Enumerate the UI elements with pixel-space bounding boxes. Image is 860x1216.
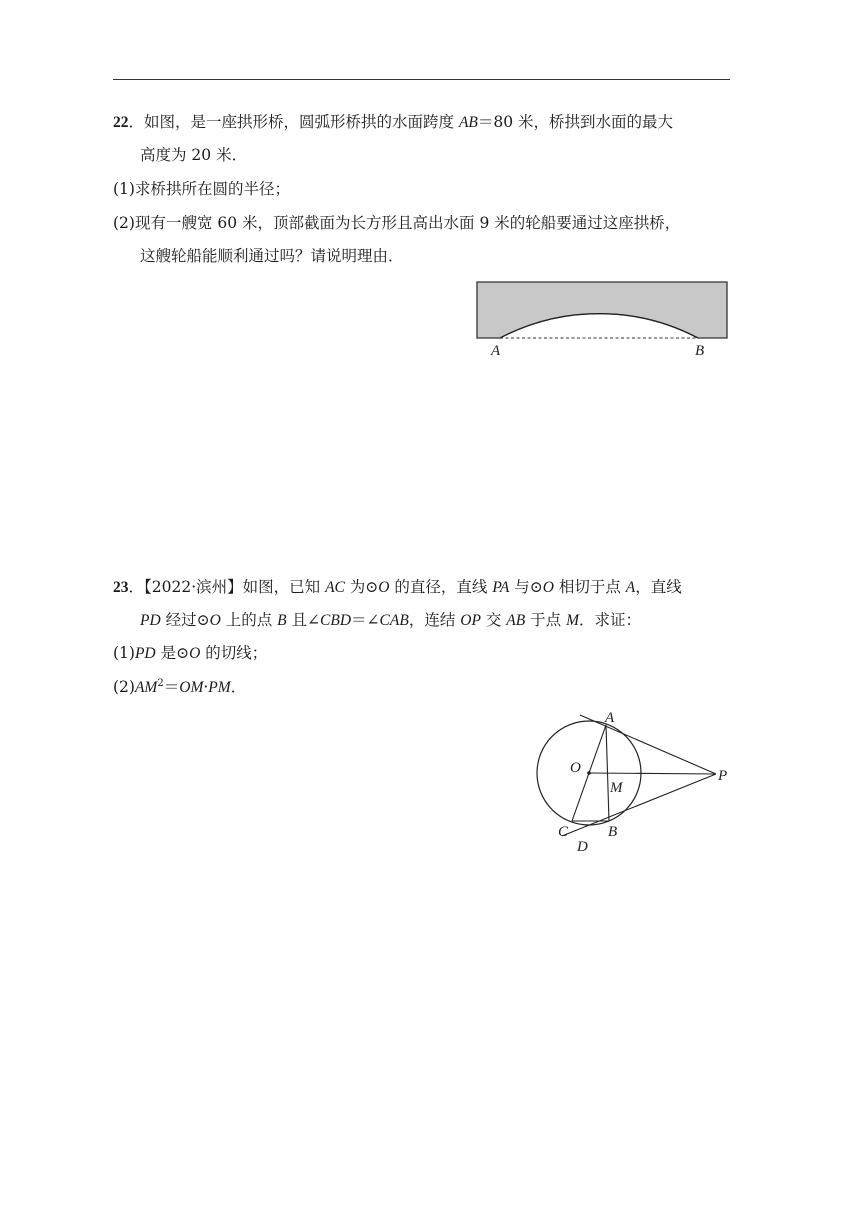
q23-source: ．【2022·滨州】 xyxy=(128,578,243,596)
bridge-body xyxy=(477,282,727,338)
q23-text: 相切于点 xyxy=(553,578,626,596)
q23-text: 经过⊙ xyxy=(160,611,210,629)
label-b: B xyxy=(608,824,618,840)
q23-text: 的直径，直线 xyxy=(389,578,493,596)
q22-text: ．如图，是一座拱形桥，圆弧形桥拱的水面跨度 xyxy=(128,113,459,131)
q23-pd: PD xyxy=(140,612,161,629)
q23-p1-text: 的切线； xyxy=(200,644,268,662)
q23-number: 23 xyxy=(113,579,129,596)
q23-o: O xyxy=(378,579,390,596)
q22-ab: AB xyxy=(458,114,478,131)
q23-line2 xyxy=(140,610,641,631)
q23-text: 于点 xyxy=(525,611,567,629)
q23-part2 xyxy=(113,677,246,700)
q23-text: 上的点 xyxy=(220,611,278,629)
q23-p2-am: AM xyxy=(134,679,158,696)
q23-text: 如图，已知 xyxy=(242,578,326,596)
bridge-figure xyxy=(470,275,735,365)
q23-p1-text: 是⊙ xyxy=(155,644,190,662)
q23-ac: AC xyxy=(325,579,345,596)
q22-number: 22 xyxy=(113,114,129,131)
label-m: M xyxy=(610,780,623,796)
q22-line1 xyxy=(113,112,673,133)
q23-line1 xyxy=(113,577,682,598)
q23-ab: AB xyxy=(506,612,526,629)
q23-p2-dot: · xyxy=(203,678,209,696)
q22-part2-line1: (2)现有一艘宽 60 米，顶部截面为长方形且高出水面 9 米的轮船要通过这座拱桥， xyxy=(113,214,681,232)
q23-o: O xyxy=(542,579,554,596)
q23-p2-om: OM xyxy=(179,679,204,696)
q23-p2-pm: PM xyxy=(208,679,231,696)
q23-text: 为⊙ xyxy=(344,578,379,596)
q23-part1 xyxy=(113,643,267,664)
label-a: A xyxy=(605,710,615,726)
circle-figure xyxy=(520,700,740,865)
q22-text-2: ＝80 米，桥拱到水面的最大 xyxy=(477,113,674,131)
q23-pa: PA xyxy=(492,579,510,596)
label-o: O xyxy=(570,760,581,776)
q23-op: OP xyxy=(460,612,481,629)
q23-p1-prefix: (1) xyxy=(113,644,135,662)
q23-a: A xyxy=(625,579,636,596)
q23-p2-end: ． xyxy=(230,678,247,696)
q22-part2-line2: 这艘轮船能顺利通过吗？请说明理由． xyxy=(140,247,404,265)
q23-o: O xyxy=(209,612,221,629)
q23-b: B xyxy=(277,612,287,629)
q23-text: ．求证： xyxy=(579,611,642,629)
label-d: D xyxy=(577,839,588,855)
q23-p1-o: O xyxy=(189,645,201,662)
q22-line2: 高度为 20 米． xyxy=(140,146,248,164)
q23-cbd: CBD xyxy=(320,612,352,629)
q23-m: M xyxy=(566,612,580,629)
q23-p2-prefix: (2) xyxy=(113,678,135,696)
q23-text: 交 xyxy=(480,611,507,629)
tangent-pa xyxy=(580,715,716,774)
q23-text: ＝∠ xyxy=(351,611,380,629)
q23-p2-sup: 2 xyxy=(157,678,164,689)
q23-p2-eq: ＝ xyxy=(163,678,180,696)
label-b: B xyxy=(695,343,705,359)
q23-text: 且∠ xyxy=(286,611,321,629)
label-c: C xyxy=(558,824,569,840)
header-rule xyxy=(113,79,730,80)
q23-text: ，连结 xyxy=(408,611,461,629)
label-a: A xyxy=(491,343,501,359)
q23-p1-pd: PD xyxy=(134,645,156,662)
q23-text: 与⊙ xyxy=(509,578,543,596)
label-p: P xyxy=(718,768,728,784)
q23-cab: CAB xyxy=(379,612,409,629)
q22-part1: (1)求桥拱所在圆的半径； xyxy=(113,180,290,198)
center-dot xyxy=(587,771,591,775)
q23-text: ，直线 xyxy=(635,578,682,596)
